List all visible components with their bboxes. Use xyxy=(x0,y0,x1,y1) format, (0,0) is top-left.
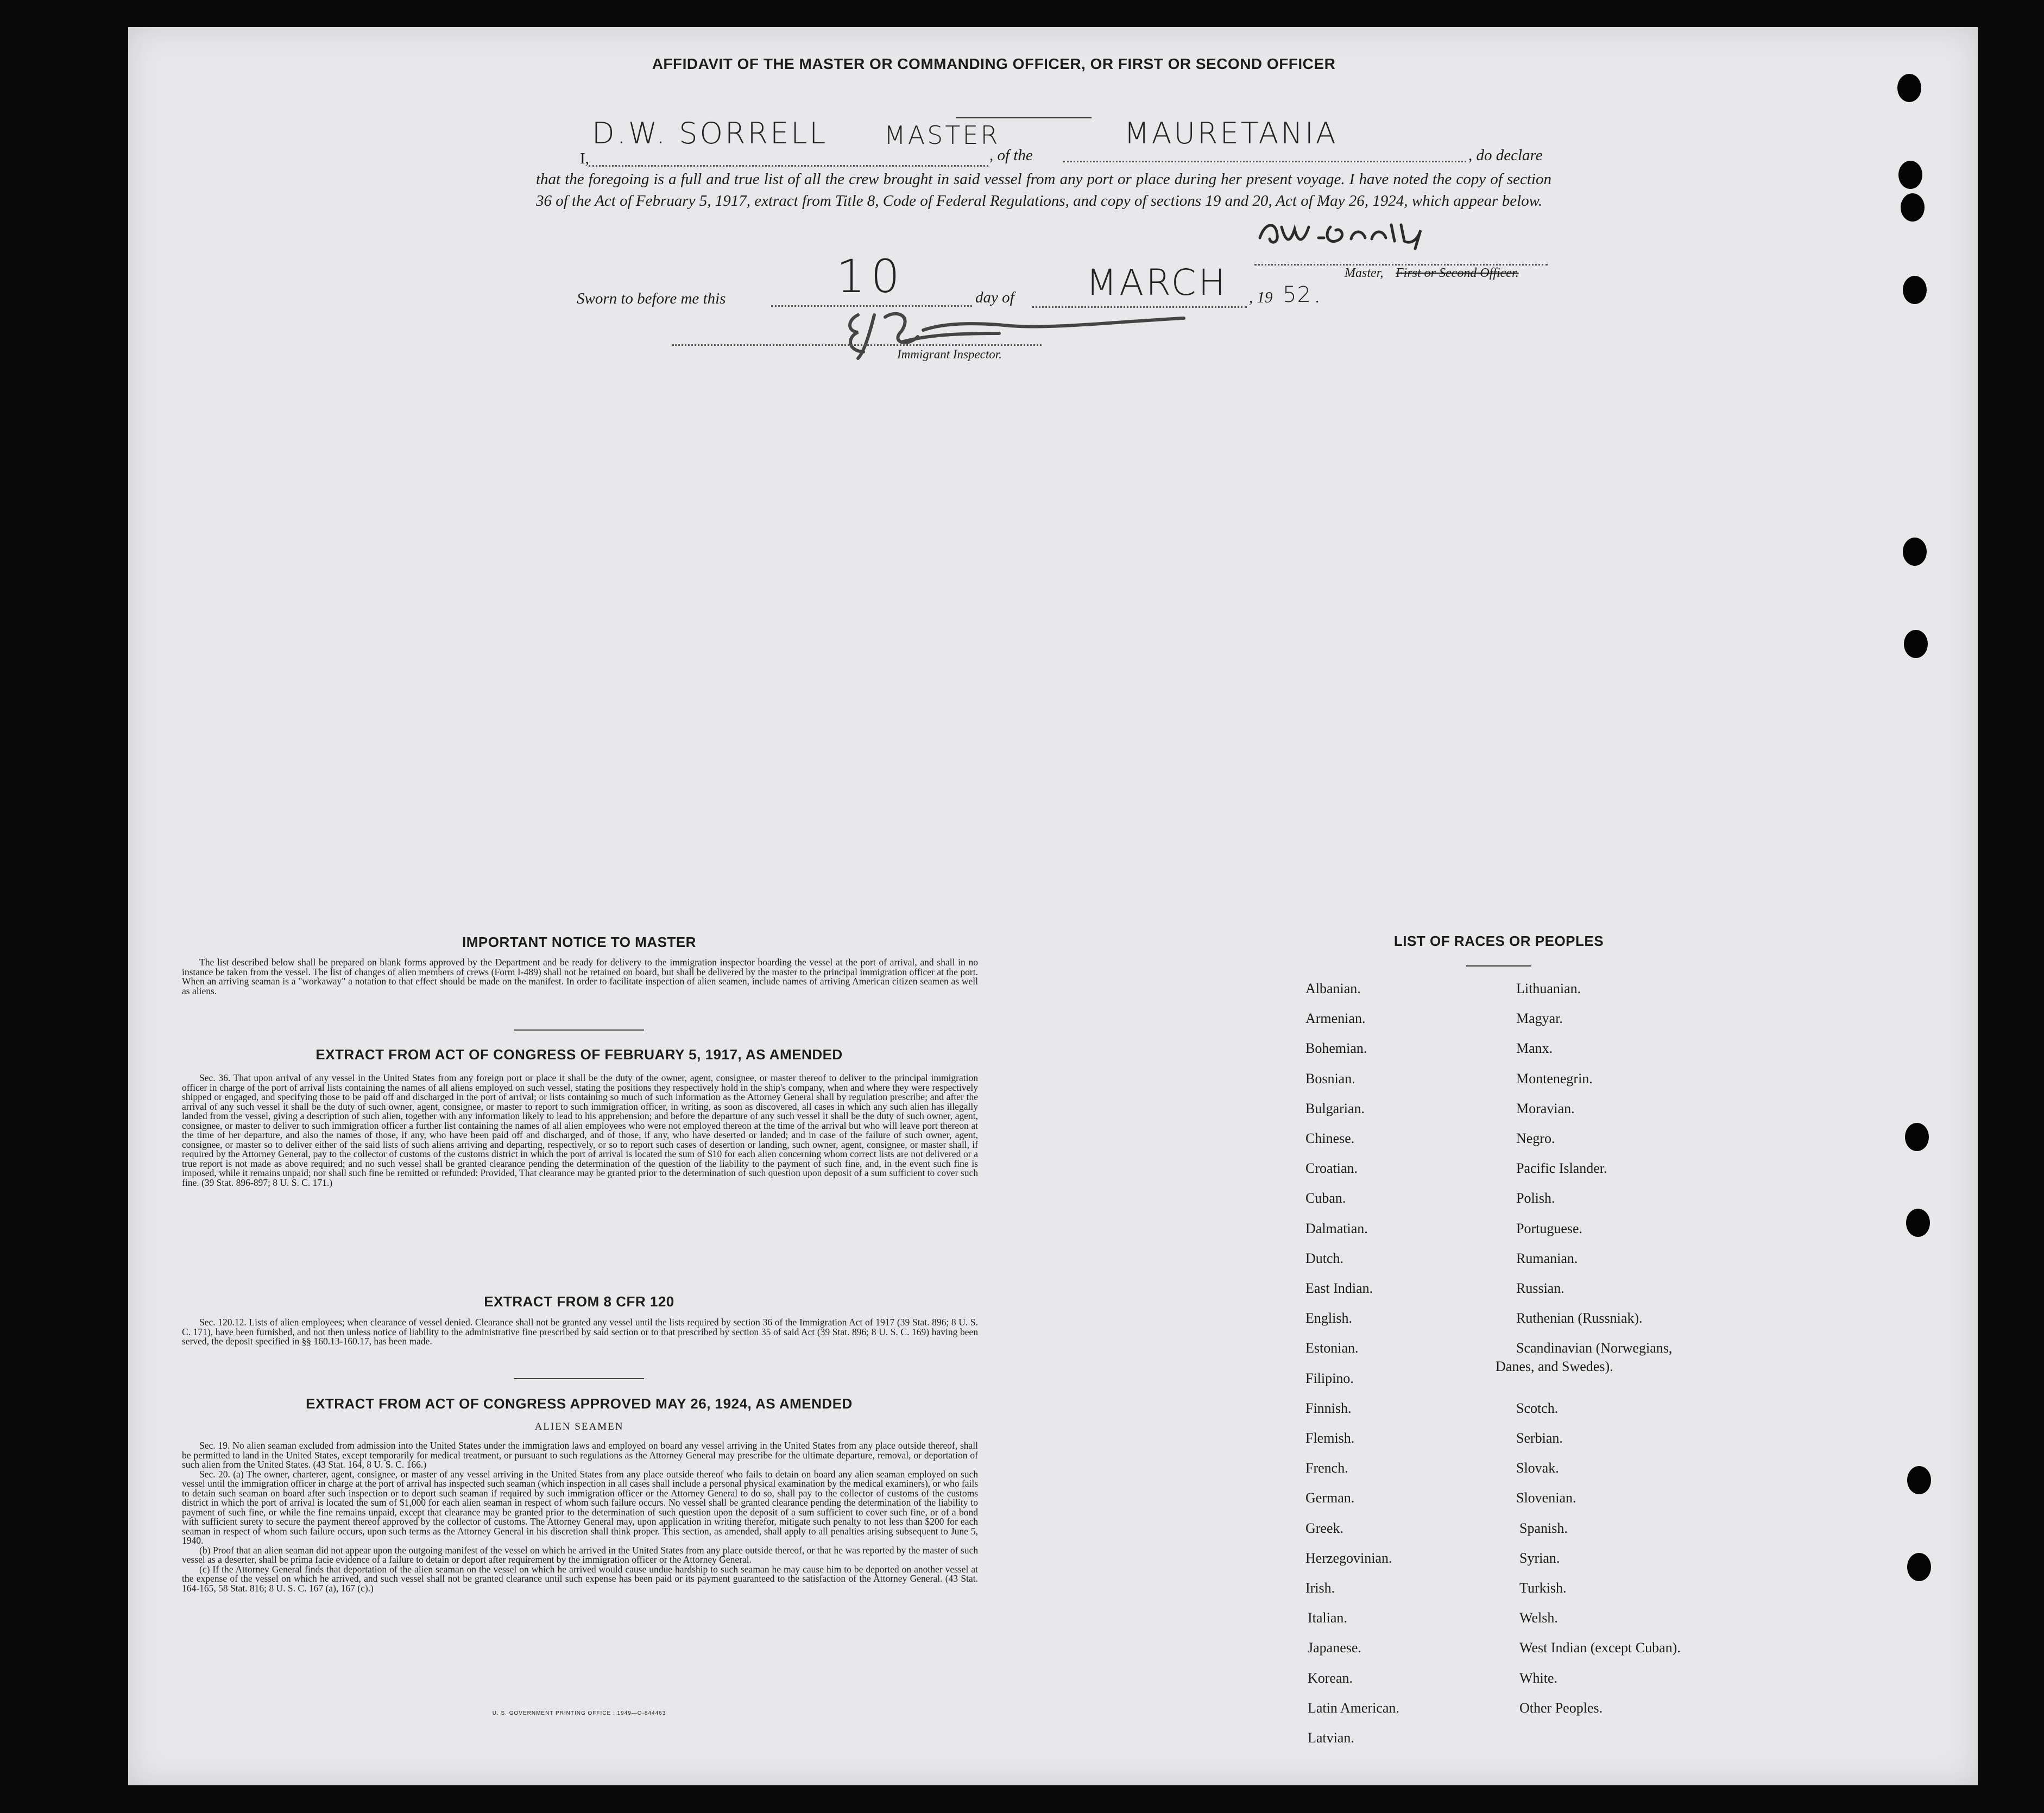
struck-officer-label: First or Second Officer. xyxy=(1396,266,1519,280)
race-item: Croatian. xyxy=(1305,1160,1358,1177)
race-item: Scotch. xyxy=(1516,1400,1559,1416)
race-item: Greek. xyxy=(1305,1520,1344,1536)
gpo-imprint: U. S. GOVERNMENT PRINTING OFFICE : 1949—O-844463 xyxy=(492,1710,666,1716)
race-item: Scandinavian (Norwegians, xyxy=(1516,1340,1673,1356)
punch-hole xyxy=(1903,538,1927,566)
race-item: Polish. xyxy=(1516,1190,1555,1206)
race-item: Rumanian. xyxy=(1516,1250,1578,1266)
section-36-paragraph: Sec. 36. That upon arrival of any vessel in the United States from any foreign port or place it shall be the duty of the owner, agent, consignee, or master thereof to deliver to the principal immigration officer in charge of the port of arrival lists containing the names of all aliens employed on such vessel, stating the positions they respectively hold in the ship's company, when and where they were respectively shipped or engaged, and specifying those to be paid off and discharged in the port of arrival; or lists containing so much of such information as the Attorney General shall by regulation prescribe; and after the arrival of any such vessel it shall be the duty of such owner, agent, consignee, or master to report to such immigration officer, in writing, as soon as discovered, all cases in which any such alien has illegally landed from the vessel, giving a description of such alien, together with any information likely to lead to his apprehension; and before the departure of any such vessel it shall be the duty of such owner, agent, consignee, or master to deliver to such immigration officer a further list containing the names of all alien employees who were not employed thereon at the time of the arrival but who will leave port thereon at the time of her departure, and also the names of those, if any, who have been paid off and discharged, and of those, if any, who have deserted or landed; and in case of the failure of such owner, agent, consignee, or master so to deliver either of the said lists of such aliens arriving and departing, respectively, or so to report such cases of desertion or landing, such owner, agent, consignee, or master shall, if required by the Attorney General, pay to the collector of customs of the customs district in which the port of arrival is located the sum of $10 for each alien concerning whom correct lists are not delivered or a true report is not made as above required; and no such vessel shall be granted clearance pending the determination of the question of the liability to the payment of such fine, and, in the event such fine is imposed, while it remains unpaid; nor shall such fine be remitted or refunded: Provided, That clearance may be granted prior to the determination of such question upon deposit of a sum sufficient to cover such fine. (39 Stat. 896-897; 8 U. S. C. 171.) xyxy=(182,1072,978,1188)
race-item: Bosnian. xyxy=(1305,1070,1355,1086)
race-item: Japanese. xyxy=(1308,1640,1361,1656)
race-item: Estonian. xyxy=(1305,1340,1359,1356)
race-item: Irish. xyxy=(1305,1580,1335,1596)
punch-hole xyxy=(1904,630,1928,658)
do-declare-label: , do declare xyxy=(1468,147,1543,164)
rank-handwritten: MASTER xyxy=(884,121,1000,150)
race-item: Latin American. xyxy=(1308,1700,1399,1716)
race-item: Cuban. xyxy=(1305,1190,1346,1206)
race-item: Manx. xyxy=(1516,1040,1553,1057)
races-title: LIST OF RACES OR PEOPLES xyxy=(1393,933,1604,949)
race-item: Finnish. xyxy=(1305,1400,1352,1416)
day-of-label: day of xyxy=(975,289,1014,306)
race-item: French. xyxy=(1305,1460,1348,1476)
race-item: Slovak. xyxy=(1516,1460,1559,1476)
master-name-handwritten: D.W. SORRELL xyxy=(592,116,828,150)
section-divider xyxy=(514,1378,644,1379)
race-item: Spanish. xyxy=(1519,1520,1568,1536)
race-item: Slovenian. xyxy=(1516,1490,1576,1506)
section-20c-paragraph: (c) If the Attorney General finds that deportation of the alien seaman on the vessel on which he arrived would cause undue hardship to such seaman he may cause him to be deported on another vessel at the expense of the vessel on which he arrived, and such vessel shall not be granted clearance until such expense has been paid or its payment guaranteed to the satisfaction of the Attorney General. (43 Stat. 164-165, 58 Stat. 816; 8 U. S. C. 167 (a), 167 (c).) xyxy=(182,1563,978,1594)
race-item: Armenian. xyxy=(1305,1010,1366,1027)
section-20a-paragraph: Sec. 20. (a) The owner, charterer, agent, consignee, or master of any vessel arriving in the United States from any place outside thereof who fails to detain on board any alien seaman employed on such vessel until the immigration officer in charge at the port of arrival has inspected such seaman (which inspection in all cases shall include a personal physical examination by the medical examiners), or who fails to detain such seaman on board after such inspection or to deport such seaman if required by such immigration officer or the Attorney General to do so, shall pay to the collector of customs of the customs district in which the port of arrival is located the sum of $1,000 for each alien seaman in respect of whom such failure occurs. No vessel shall be granted clearance pending the determination of the liability to payment of such fine, or while the fine remains unpaid, except that clearance may be granted prior to the determination of such question upon the deposit of a sum sufficient to cover such fine, or of a bond with sufficient surety to secure the payment thereof approved by the collector of customs. The Attorney General may, upon application in writing therefor, mitigate such penalty to not less than $200 for each seaman in respect of whom such failure occurs, upon such terms as the Attorney General in his discretion shall think proper. This section, as amended, shall apply to all penalties arising subsequent to June 5, 1940. xyxy=(182,1468,978,1546)
races-title-rule xyxy=(1466,965,1531,966)
inspector-fill-line xyxy=(672,344,1042,346)
extract-1924-title: EXTRACT FROM ACT OF CONGRESS APPROVED MAY 26, 1924, AS AMENDED xyxy=(306,1395,853,1412)
punch-hole xyxy=(1905,1123,1929,1151)
race-item: Dalmatian. xyxy=(1305,1220,1368,1236)
race-item: German. xyxy=(1305,1490,1355,1506)
extract-cfr-text xyxy=(182,1318,978,1347)
race-item: Serbian. xyxy=(1516,1430,1563,1446)
year-suffix: . xyxy=(1315,289,1320,306)
race-item: Italian. xyxy=(1308,1610,1347,1626)
race-item: Moravian. xyxy=(1516,1100,1575,1116)
inspector-label: Immigrant Inspector. xyxy=(897,348,1002,361)
race-item: Ruthenian (Russniak). xyxy=(1516,1310,1643,1326)
day-handwritten: 10 xyxy=(836,250,905,303)
affidavit-title: AFFIDAVIT OF THE MASTER OR COMMANDING OFFICER, OR FIRST OR SECOND OFFICER xyxy=(652,55,1336,72)
punch-hole xyxy=(1903,276,1927,304)
race-item: White. xyxy=(1519,1670,1558,1686)
punch-hole xyxy=(1901,193,1925,222)
race-item: Lithuanian. xyxy=(1516,981,1581,996)
section-120-12-paragraph: Sec. 120.12. Lists of alien employees; when clearance of vessel denied. Clearance shall not be granted any vessel until the lists required by section 36 of the Immigration Act of 1917 (39 Stat. 896; 8 U. S. C. 171), have been furnished, and not then unless notice of liability to the administrative fine prescribed by said section or to that prescribed by section 35 of said Act (39 Stat. 896; 8 U. S. C. 169) having been served, the deposit specified in §§ 160.13-160.17, has been made. xyxy=(182,1317,978,1347)
race-item: English. xyxy=(1305,1310,1352,1326)
race-item: Albanian. xyxy=(1305,981,1361,996)
race-item: Danes, and Swedes). xyxy=(1496,1359,1613,1375)
race-item: East Indian. xyxy=(1305,1280,1373,1296)
notice-title: IMPORTANT NOTICE TO MASTER xyxy=(462,934,696,950)
affidavit-body: that the foregoing is a full and true list of all the crew brought in said vessel from any port or place during her present voyage. I have noted the copy of section 36 of the Act of February 5, 1917, extract from Title 8, Code of Federal Regulations, and copy of sections 19 and 20, Act of May 26, 1924, which appear below. xyxy=(536,170,1551,210)
race-item: Montenegrin. xyxy=(1516,1070,1593,1086)
i-label: I, xyxy=(580,150,589,167)
race-item: Turkish. xyxy=(1519,1580,1567,1596)
section-20b-paragraph: (b) Proof that an alien seaman did not appear upon the outgoing manifest of the vessel on which he arrived in the United States from any place outside thereof, or that he was reported by the master of such vessel as a deserter, shall be prima facie evidence of a failure to detain or deport after requirement by the immigration officer or the Attorney General. xyxy=(182,1544,978,1565)
section-19-paragraph: Sec. 19. No alien seaman excluded from admission into the United States under the immigration laws and employed on board any vessel arriving in the United States from any place outside thereof, shall be permitted to land in the United States, except temporarily for medical treatment, or pursuant to such regulations as the Attorney General may prescribe for the ultimate departure, removal, or deportation of such alien from the United States. (43 Stat. 164, 8 U. S. C. 166.) xyxy=(182,1440,978,1470)
race-item: Bohemian. xyxy=(1305,1040,1367,1057)
master-label: Master, xyxy=(1345,266,1384,280)
notice-text xyxy=(182,958,978,996)
sworn-label: Sworn to before me this xyxy=(577,290,726,307)
punch-hole xyxy=(1898,161,1922,189)
notice-paragraph: The list described below shall be prepared on blank forms approved by the Department and be ready for delivery to the immigration inspector boarding the vessel at the port of arrival, and shall in no instance be taken from the vessel. The list of changes of alien members of crews (Form I-489) shall not be retained on board, but shall be delivered by the master to the principal immigration officer at the port. When an arriving seaman is a "workaway" a notation to that effect should be made on the manifest. In order to facilitate inspection of alien seamen, include names of arriving American citizen seamen as well as aliens. xyxy=(182,957,978,996)
vessel-fill-line xyxy=(1063,161,1466,162)
signature-fill-line xyxy=(1254,264,1548,266)
section-divider xyxy=(514,1029,644,1031)
race-item: Chinese. xyxy=(1305,1130,1355,1146)
extract-1917-text xyxy=(182,1073,978,1187)
race-item: Other Peoples. xyxy=(1519,1700,1603,1716)
race-item: West Indian (except Cuban). xyxy=(1519,1640,1681,1656)
race-item: Welsh. xyxy=(1519,1610,1558,1626)
alien-seamen-subhead: ALIEN SEAMEN xyxy=(534,1421,624,1432)
extract-1924-text xyxy=(182,1441,978,1593)
month-handwritten: MARCH xyxy=(1086,262,1228,304)
extract-cfr-title: EXTRACT FROM 8 CFR 120 xyxy=(484,1293,674,1310)
name-fill-line xyxy=(589,165,988,167)
vessel-handwritten: MAURETANIA xyxy=(1124,116,1338,150)
race-item: Filipino. xyxy=(1305,1370,1354,1386)
race-item: Syrian. xyxy=(1519,1550,1560,1566)
race-item: Pacific Islander. xyxy=(1516,1160,1607,1177)
punch-hole xyxy=(1907,1553,1931,1581)
punch-hole xyxy=(1897,74,1921,102)
race-item: Korean. xyxy=(1308,1670,1353,1686)
race-item: Herzegovinian. xyxy=(1305,1550,1392,1566)
race-item: Magyar. xyxy=(1516,1010,1563,1027)
year-prefix: , 19 xyxy=(1249,289,1273,306)
year-handwritten: 52 xyxy=(1283,282,1311,307)
race-item: Russian. xyxy=(1516,1280,1564,1296)
title-rule xyxy=(956,117,1092,118)
extract-1917-title: EXTRACT FROM ACT OF CONGRESS OF FEBRUARY 5, 1917, AS AMENDED xyxy=(316,1046,843,1063)
race-item: Portuguese. xyxy=(1516,1220,1583,1236)
race-item: Dutch. xyxy=(1305,1250,1344,1266)
race-item: Flemish. xyxy=(1305,1430,1355,1446)
race-item: Latvian. xyxy=(1308,1730,1354,1746)
of-the-label: , of the xyxy=(989,147,1033,164)
race-item: Negro. xyxy=(1516,1130,1555,1146)
race-item: Bulgarian. xyxy=(1305,1100,1365,1116)
punch-hole xyxy=(1907,1466,1931,1494)
master-signature xyxy=(1254,211,1450,254)
punch-hole xyxy=(1906,1209,1930,1237)
